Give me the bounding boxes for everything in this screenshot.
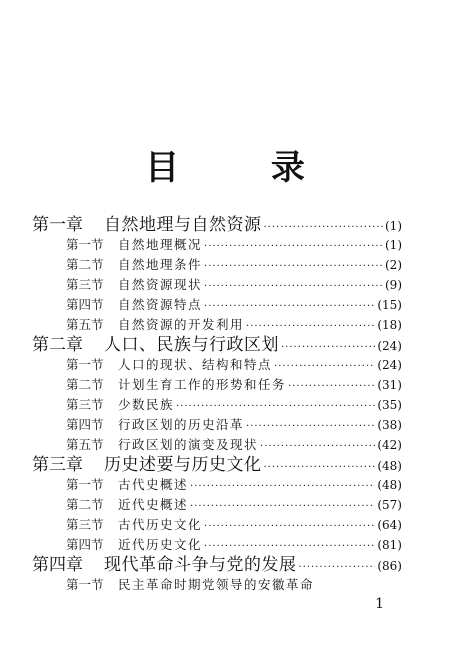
dot-leader: [299, 562, 376, 573]
page-ref: (24): [377, 358, 402, 372]
toc-section-row: [66, 575, 402, 593]
page-ref: (35): [377, 398, 402, 412]
chapter-number: 第一章: [32, 215, 83, 235]
section-title: 近代史概述: [118, 497, 189, 512]
page-ref: (86): [377, 559, 402, 573]
section-number: 第四节: [66, 537, 104, 552]
section-title: 近代历史文化: [118, 537, 203, 552]
section-number: 第二节: [66, 257, 104, 272]
dot-leader: [204, 521, 375, 532]
section-title: 自然资源的开发利用: [118, 317, 245, 332]
section-number: 第五节: [66, 437, 104, 452]
toc-chapter-row: [32, 330, 402, 355]
page-title: 目 录: [145, 148, 345, 188]
section-number: 第二节: [66, 377, 104, 392]
page-ref: (31): [377, 378, 402, 392]
page-ref: (42): [377, 438, 402, 452]
section-title: 自然资源现状: [118, 277, 203, 292]
dot-leader: [190, 481, 375, 492]
page-ref: (64): [377, 518, 402, 532]
page-ref: (81): [377, 538, 402, 552]
section-title: 行政区划的历史沿革: [118, 417, 245, 432]
section-number: 第一节: [66, 577, 104, 592]
toc-section-row: [66, 375, 402, 393]
page-ref: (38): [377, 418, 402, 432]
page-number: 1: [375, 596, 384, 612]
page-ref: (1): [385, 238, 402, 252]
dot-leader: [176, 401, 375, 412]
page-ref: (9): [385, 278, 402, 292]
section-number: 第四节: [66, 297, 104, 312]
dot-leader: [204, 301, 375, 312]
chapter-title: 自然地理与自然资源: [104, 215, 262, 235]
toc-section-row: [66, 235, 402, 253]
dot-leader: [204, 241, 383, 252]
section-number: 第三节: [66, 397, 104, 412]
section-title: 民主革命时期党领导的安徽革命: [118, 577, 315, 592]
toc-section-row: [66, 515, 402, 533]
toc-section-row: [66, 255, 402, 273]
page-ref: (48): [377, 478, 402, 492]
section-number: 第二节: [66, 497, 104, 512]
page-ref: (24): [377, 339, 402, 353]
section-title: 少数民族: [118, 397, 175, 412]
chapter-number: 第三章: [32, 455, 83, 475]
dot-leader: [288, 381, 375, 392]
section-number: 第一节: [66, 357, 104, 372]
page-ref: (1): [385, 219, 402, 233]
toc-chapter-row: [32, 450, 402, 475]
section-title: 自然地理条件: [118, 257, 203, 272]
dot-leader: [204, 261, 383, 272]
dot-leader: [264, 222, 384, 233]
section-number: 第五节: [66, 317, 104, 332]
section-title: 人口的现状、结构和特点: [118, 357, 273, 372]
toc-section-row: [66, 415, 402, 433]
section-title: 自然资源特点: [118, 297, 203, 312]
toc-chapter-row: [32, 550, 402, 575]
section-number: 第一节: [66, 477, 104, 492]
section-number: 第三节: [66, 277, 104, 292]
section-title: 自然地理概况: [118, 237, 203, 252]
chapter-title: 现代革命斗争与党的发展: [104, 555, 297, 575]
chapter-number: 第四章: [32, 555, 83, 575]
toc-section-row: [66, 355, 402, 373]
chapter-number: 第二章: [32, 335, 83, 355]
page-ref: (57): [377, 498, 402, 512]
page-ref: (15): [377, 298, 402, 312]
section-title: 古代历史文化: [118, 517, 203, 532]
chapter-title: 人口、民族与行政区划: [104, 335, 279, 355]
toc-section-row: [66, 275, 402, 293]
section-number: 第三节: [66, 517, 104, 532]
dot-leader: [281, 342, 375, 353]
page-ref: (2): [385, 258, 402, 272]
toc-section-row: [66, 495, 402, 513]
dot-leader: [246, 421, 375, 432]
section-number: 第一节: [66, 237, 104, 252]
toc-chapter-row: [32, 210, 402, 235]
toc-section-row: [66, 295, 402, 313]
section-number: 第四节: [66, 417, 104, 432]
dot-leader: [204, 281, 383, 292]
page-ref: (18): [377, 318, 402, 332]
section-title: 行政区划的演变及现状: [118, 437, 259, 452]
page-ref: (48): [377, 459, 402, 473]
dot-leader: [264, 462, 376, 473]
dot-leader: [190, 501, 375, 512]
toc-section-row: [66, 475, 402, 493]
toc-section-row: [66, 395, 402, 413]
section-title: 古代史概述: [118, 477, 189, 492]
section-title: 计划生育工作的形势和任务: [118, 377, 287, 392]
dot-leader: [274, 361, 375, 372]
chapter-title: 历史述要与历史文化: [104, 455, 262, 475]
